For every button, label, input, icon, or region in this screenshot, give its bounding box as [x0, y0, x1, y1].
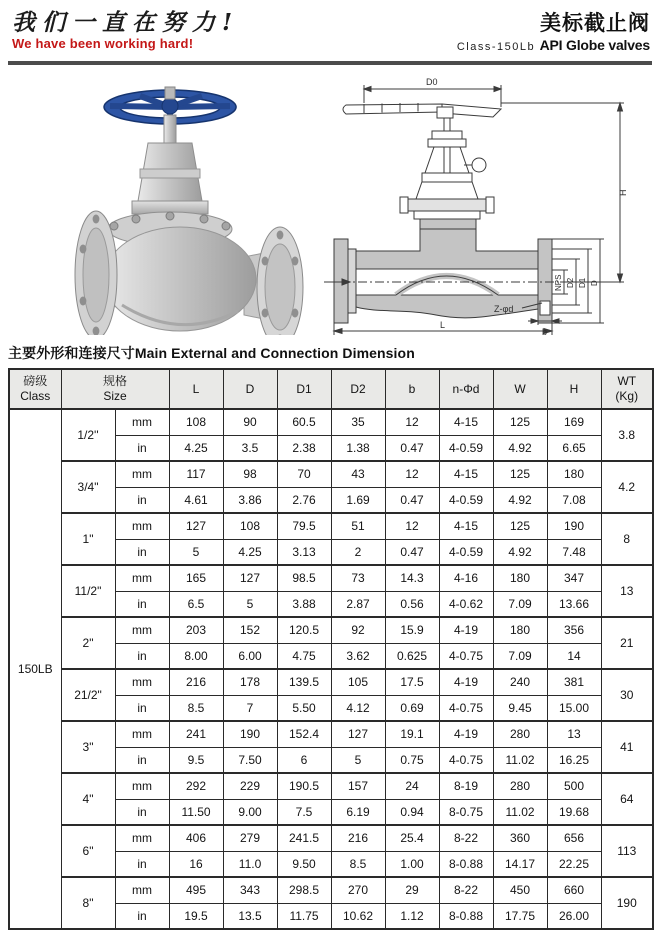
value-cell: 127 — [223, 565, 277, 591]
value-cell: 6 — [277, 747, 331, 773]
value-cell: 14.3 — [385, 565, 439, 591]
value-cell: 4-19 — [439, 617, 493, 643]
value-cell: 7.48 — [547, 539, 601, 565]
value-cell: 3.5 — [223, 435, 277, 461]
weight-cell: 41 — [601, 721, 653, 773]
value-cell: 8-22 — [439, 877, 493, 903]
value-cell: 4-16 — [439, 565, 493, 591]
size-cell: 8" — [61, 877, 115, 929]
value-cell: 6.00 — [223, 643, 277, 669]
table-row — [9, 409, 653, 435]
value-cell: 7 — [223, 695, 277, 721]
value-cell: 656 — [547, 825, 601, 851]
table-row — [9, 825, 653, 851]
value-cell: 190.5 — [277, 773, 331, 799]
value-cell: 13.66 — [547, 591, 601, 617]
col-header-H: H — [547, 369, 601, 409]
value-cell: 11.02 — [493, 747, 547, 773]
value-cell: 11.75 — [277, 903, 331, 929]
dimension-table — [8, 368, 654, 930]
weight-cell: 190 — [601, 877, 653, 929]
valve-drawing — [316, 73, 646, 341]
value-cell: 280 — [493, 721, 547, 747]
unit-cell: mm — [115, 721, 169, 747]
col-header-W: W — [493, 369, 547, 409]
value-cell: 43 — [331, 461, 385, 487]
value-cell: 8-22 — [439, 825, 493, 851]
value-cell: 2.87 — [331, 591, 385, 617]
value-cell: 12 — [385, 409, 439, 435]
value-cell: 108 — [169, 409, 223, 435]
value-cell: 127 — [331, 721, 385, 747]
value-cell: 381 — [547, 669, 601, 695]
value-cell: 120.5 — [277, 617, 331, 643]
valve-photo — [52, 73, 304, 335]
value-cell: 0.47 — [385, 435, 439, 461]
value-cell: 90 — [223, 409, 277, 435]
table-row — [9, 513, 653, 539]
product-title-english: API Globe valves — [539, 37, 650, 54]
value-cell: 1.69 — [331, 487, 385, 513]
table-row — [9, 669, 653, 695]
unit-cell: mm — [115, 773, 169, 799]
value-cell: 10.62 — [331, 903, 385, 929]
value-cell: 7.50 — [223, 747, 277, 773]
value-cell: 8-0.88 — [439, 903, 493, 929]
dim-label-l: L — [440, 320, 446, 331]
size-cell: 3/4" — [61, 461, 115, 513]
value-cell: 15.00 — [547, 695, 601, 721]
unit-cell: in — [115, 539, 169, 565]
slogan-chinese: 我们一直在努力! — [12, 9, 240, 36]
value-cell: 4.25 — [223, 539, 277, 565]
value-cell: 4.92 — [493, 487, 547, 513]
slogan-english: We have been working hard! — [12, 36, 194, 52]
value-cell: 495 — [169, 877, 223, 903]
value-cell: 190 — [547, 513, 601, 539]
value-cell: 125 — [493, 513, 547, 539]
size-cell: 1" — [61, 513, 115, 565]
left-flange — [75, 211, 117, 335]
unit-cell: mm — [115, 513, 169, 539]
table-row — [9, 773, 653, 799]
value-cell: 24 — [385, 773, 439, 799]
value-cell: 19.68 — [547, 799, 601, 825]
table-row — [9, 461, 653, 487]
value-cell: 165 — [169, 565, 223, 591]
value-cell: 16.25 — [547, 747, 601, 773]
value-cell: 4.25 — [169, 435, 223, 461]
col-header-class: 磅级 Class — [9, 369, 61, 409]
value-cell: 1.00 — [385, 851, 439, 877]
value-cell: 19.1 — [385, 721, 439, 747]
value-cell: 8-0.75 — [439, 799, 493, 825]
value-cell: 190 — [223, 721, 277, 747]
value-cell: 4-0.59 — [439, 435, 493, 461]
weight-cell: 13 — [601, 565, 653, 617]
size-cell: 6" — [61, 825, 115, 877]
value-cell: 4.12 — [331, 695, 385, 721]
value-cell: 25.4 — [385, 825, 439, 851]
value-cell: 229 — [223, 773, 277, 799]
value-cell: 70 — [277, 461, 331, 487]
dim-label-h: H — [618, 189, 628, 197]
value-cell: 270 — [331, 877, 385, 903]
value-cell: 169 — [547, 409, 601, 435]
value-cell: 12 — [385, 461, 439, 487]
table-header-row — [9, 369, 653, 409]
value-cell: 117 — [169, 461, 223, 487]
value-cell: 4.61 — [169, 487, 223, 513]
weight-cell: 113 — [601, 825, 653, 877]
value-cell: 0.69 — [385, 695, 439, 721]
value-cell: 216 — [331, 825, 385, 851]
dim-label-zphid: Z-φd — [494, 304, 514, 315]
value-cell: 29 — [385, 877, 439, 903]
size-cell: 21/2" — [61, 669, 115, 721]
value-cell: 14 — [547, 643, 601, 669]
col-header-L: L — [169, 369, 223, 409]
value-cell: 7.5 — [277, 799, 331, 825]
value-cell: 4-0.75 — [439, 747, 493, 773]
value-cell: 8.5 — [331, 851, 385, 877]
value-cell: 152 — [223, 617, 277, 643]
dimension-table-body — [9, 409, 653, 929]
unit-cell: in — [115, 747, 169, 773]
product-title-block — [457, 10, 650, 55]
value-cell: 3.13 — [277, 539, 331, 565]
figures-row — [0, 65, 660, 343]
value-cell: 5.50 — [277, 695, 331, 721]
value-cell: 11.50 — [169, 799, 223, 825]
value-cell: 12 — [385, 513, 439, 539]
value-cell: 16 — [169, 851, 223, 877]
unit-cell: mm — [115, 617, 169, 643]
unit-cell: in — [115, 487, 169, 513]
value-cell: 9.45 — [493, 695, 547, 721]
size-cell: 2" — [61, 617, 115, 669]
col-header-D2: D2 — [331, 369, 385, 409]
dim-label-d1: D1 — [578, 277, 587, 289]
value-cell: 4-15 — [439, 513, 493, 539]
value-cell: 7.09 — [493, 591, 547, 617]
value-cell: 6.65 — [547, 435, 601, 461]
size-cell: 3" — [61, 721, 115, 773]
col-header-D1: D1 — [277, 369, 331, 409]
value-cell: 0.56 — [385, 591, 439, 617]
size-cell: 11/2" — [61, 565, 115, 617]
value-cell: 51 — [331, 513, 385, 539]
value-cell: 4-15 — [439, 461, 493, 487]
col-header-b: b — [385, 369, 439, 409]
value-cell: 4-0.75 — [439, 643, 493, 669]
dim-label-d2: D2 — [566, 277, 575, 289]
value-cell: 22.25 — [547, 851, 601, 877]
right-flange — [257, 227, 303, 335]
value-cell: 298.5 — [277, 877, 331, 903]
value-cell: 1.12 — [385, 903, 439, 929]
valve-body — [104, 227, 264, 331]
unit-cell: mm — [115, 409, 169, 435]
value-cell: 180 — [493, 617, 547, 643]
value-cell: 9.50 — [277, 851, 331, 877]
col-header-n-phi-d: n-Φd — [439, 369, 493, 409]
value-cell: 13 — [547, 721, 601, 747]
unit-cell: mm — [115, 669, 169, 695]
value-cell: 8-0.88 — [439, 851, 493, 877]
weight-cell: 64 — [601, 773, 653, 825]
value-cell: 4-0.62 — [439, 591, 493, 617]
value-cell: 178 — [223, 669, 277, 695]
table-row — [9, 721, 653, 747]
value-cell: 0.47 — [385, 539, 439, 565]
unit-cell: in — [115, 799, 169, 825]
page-header — [0, 0, 660, 55]
unit-cell: in — [115, 435, 169, 461]
value-cell: 4.75 — [277, 643, 331, 669]
value-cell: 8-19 — [439, 773, 493, 799]
value-cell: 0.625 — [385, 643, 439, 669]
value-cell: 4-15 — [439, 409, 493, 435]
value-cell: 0.94 — [385, 799, 439, 825]
unit-cell: in — [115, 643, 169, 669]
value-cell: 1.38 — [331, 435, 385, 461]
table-row — [9, 877, 653, 903]
value-cell: 92 — [331, 617, 385, 643]
value-cell: 4-0.75 — [439, 695, 493, 721]
value-cell: 0.47 — [385, 487, 439, 513]
value-cell: 241 — [169, 721, 223, 747]
value-cell: 9.5 — [169, 747, 223, 773]
value-cell: 450 — [493, 877, 547, 903]
value-cell: 4-19 — [439, 721, 493, 747]
unit-cell: in — [115, 591, 169, 617]
dim-label-b: b — [542, 327, 548, 338]
value-cell: 360 — [493, 825, 547, 851]
weight-cell: 8 — [601, 513, 653, 565]
value-cell: 4-0.59 — [439, 487, 493, 513]
unit-cell: mm — [115, 877, 169, 903]
value-cell: 0.75 — [385, 747, 439, 773]
value-cell: 6.19 — [331, 799, 385, 825]
value-cell: 3.62 — [331, 643, 385, 669]
product-title-chinese: 美标截止阀 — [540, 12, 650, 35]
value-cell: 5 — [223, 591, 277, 617]
weight-cell: 3.8 — [601, 409, 653, 461]
value-cell: 157 — [331, 773, 385, 799]
dim-label-nps: NPS — [554, 274, 563, 292]
value-cell: 2.76 — [277, 487, 331, 513]
weight-cell: 4.2 — [601, 461, 653, 513]
value-cell: 7.09 — [493, 643, 547, 669]
value-cell: 14.17 — [493, 851, 547, 877]
value-cell: 125 — [493, 409, 547, 435]
value-cell: 125 — [493, 461, 547, 487]
unit-cell: in — [115, 851, 169, 877]
value-cell: 180 — [493, 565, 547, 591]
value-cell: 35 — [331, 409, 385, 435]
product-subtitle — [457, 37, 650, 55]
col-header-wt: WT (Kg) — [601, 369, 653, 409]
value-cell: 105 — [331, 669, 385, 695]
col-header-D: D — [223, 369, 277, 409]
weight-cell: 21 — [601, 617, 653, 669]
value-cell: 98 — [223, 461, 277, 487]
value-cell: 17.75 — [493, 903, 547, 929]
value-cell: 17.5 — [385, 669, 439, 695]
value-cell: 8.00 — [169, 643, 223, 669]
unit-cell: mm — [115, 565, 169, 591]
value-cell: 660 — [547, 877, 601, 903]
value-cell: 152.4 — [277, 721, 331, 747]
value-cell: 280 — [493, 773, 547, 799]
value-cell: 2.38 — [277, 435, 331, 461]
value-cell: 292 — [169, 773, 223, 799]
value-cell: 500 — [547, 773, 601, 799]
value-cell: 347 — [547, 565, 601, 591]
unit-cell: mm — [115, 461, 169, 487]
value-cell: 5 — [169, 539, 223, 565]
unit-cell: in — [115, 903, 169, 929]
value-cell: 15.9 — [385, 617, 439, 643]
value-cell: 343 — [223, 877, 277, 903]
section-title: 主要外形和连接尺寸Main External and Connection Dimension — [8, 345, 415, 362]
unit-cell: mm — [115, 825, 169, 851]
value-cell: 241.5 — [277, 825, 331, 851]
value-cell: 4-19 — [439, 669, 493, 695]
value-cell: 9.00 — [223, 799, 277, 825]
value-cell: 79.5 — [277, 513, 331, 539]
value-cell: 4.92 — [493, 539, 547, 565]
value-cell: 60.5 — [277, 409, 331, 435]
value-cell: 26.00 — [547, 903, 601, 929]
size-cell: 4" — [61, 773, 115, 825]
value-cell: 127 — [169, 513, 223, 539]
value-cell: 203 — [169, 617, 223, 643]
value-cell: 6.5 — [169, 591, 223, 617]
slogan-block — [12, 10, 239, 51]
value-cell: 7.08 — [547, 487, 601, 513]
value-cell: 2 — [331, 539, 385, 565]
value-cell: 19.5 — [169, 903, 223, 929]
value-cell: 240 — [493, 669, 547, 695]
table-row — [9, 617, 653, 643]
dim-label-d: D — [590, 280, 599, 287]
value-cell: 216 — [169, 669, 223, 695]
value-cell: 406 — [169, 825, 223, 851]
value-cell: 139.5 — [277, 669, 331, 695]
size-cell: 1/2'' — [61, 409, 115, 461]
valve-stem — [164, 115, 176, 147]
value-cell: 5 — [331, 747, 385, 773]
value-cell: 4-0.59 — [439, 539, 493, 565]
value-cell: 8.5 — [169, 695, 223, 721]
value-cell: 108 — [223, 513, 277, 539]
product-class-label: Class-150Lb — [456, 41, 536, 54]
value-cell: 11.02 — [493, 799, 547, 825]
value-cell: 3.88 — [277, 591, 331, 617]
value-cell: 98.5 — [277, 565, 331, 591]
value-cell: 180 — [547, 461, 601, 487]
value-cell: 3.86 — [223, 487, 277, 513]
unit-cell: in — [115, 695, 169, 721]
dim-label-d0: D0 — [426, 77, 438, 88]
value-cell: 11.0 — [223, 851, 277, 877]
value-cell: 279 — [223, 825, 277, 851]
weight-cell: 30 — [601, 669, 653, 721]
value-cell: 356 — [547, 617, 601, 643]
value-cell: 4.92 — [493, 435, 547, 461]
value-cell: 13.5 — [223, 903, 277, 929]
col-header-size: 规格 Size — [61, 369, 169, 409]
value-cell: 73 — [331, 565, 385, 591]
table-row — [9, 565, 653, 591]
class-cell: 150LB — [9, 409, 61, 929]
